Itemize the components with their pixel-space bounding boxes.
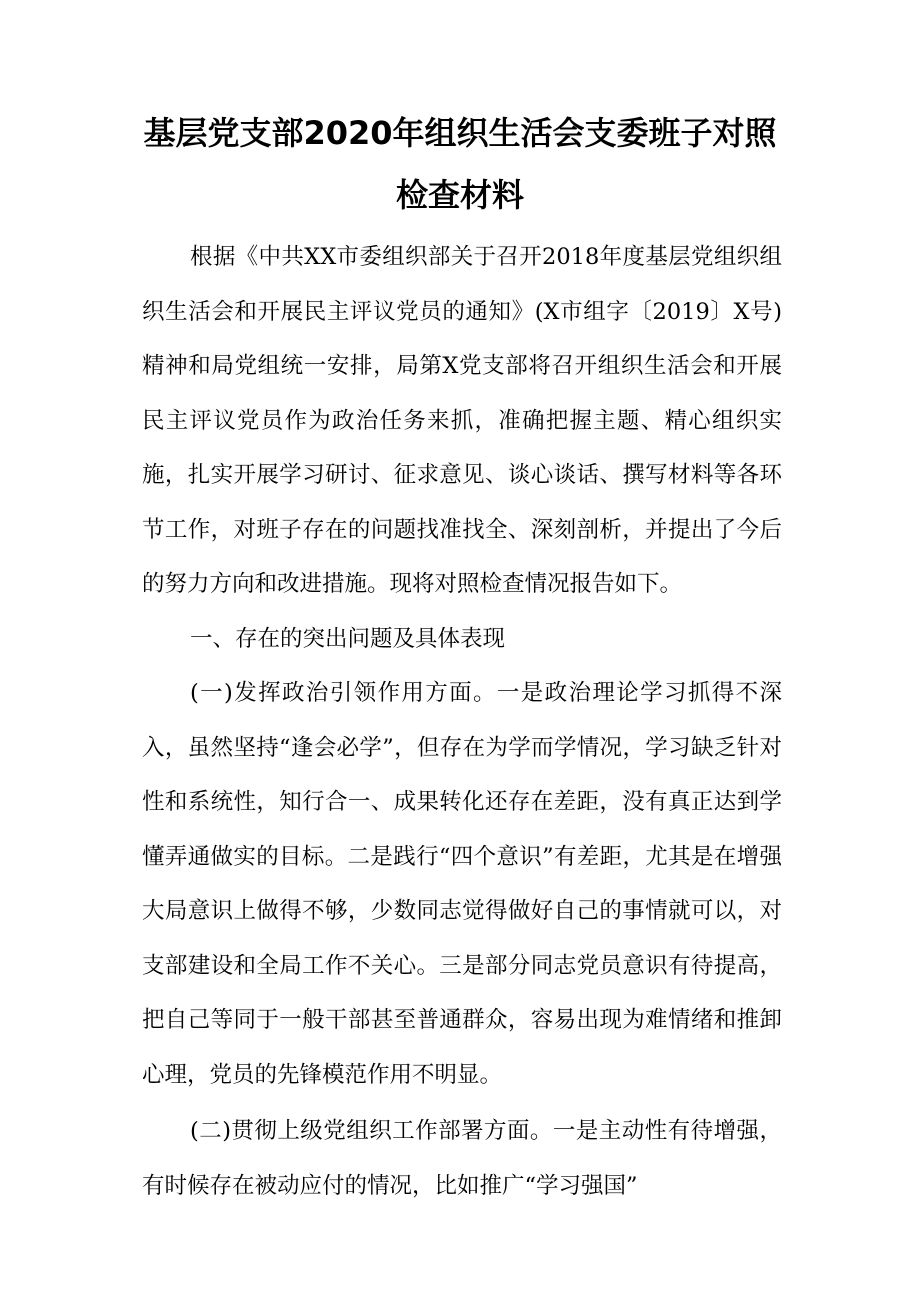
section-heading-block bbox=[142, 612, 782, 667]
intro-paragraph-block bbox=[142, 230, 782, 612]
political-leadership-paragraph: (一)发挥政治引领作用方面。一是政治理论学习抓得不深入，虽然坚持“逢会必学”，但存在为学而学情况，学习缺乏针对性和系统性，知行合一、成果转化还存在差距，没有真正达到学懂弄通做实的目标。二是践行“四个意识”有差距，尤其是在增强大局意识上做得不够，少数同志觉得做好自己的事情就可以，对支部建设和全局工作不关心。三是部分同志党员意识有待提高，把自己等同于一般干部甚至普通群众，容易出现为难情绪和推卸心理，党员的先锋模范作用不明显。 bbox=[142, 680, 782, 1088]
section-1-heading: 一、存在的突出问题及具体表现 bbox=[190, 626, 506, 652]
document-title-line-2: 检查材料 bbox=[395, 176, 524, 214]
implementation-paragraph: (二)贯彻上级党组织工作部署方面。一是主动性有待增强，有时候存在被动应付的情况，比如推广“学习强国” bbox=[142, 1118, 782, 1199]
intro-paragraph: 根据《中共XX市委组织部关于召开2018年度基层党组织组织生活会和开展民主评议党员的通知》(X市组字〔2019〕X号)精神和局党组统一安排，局第X党支部将召开组织生活会和开展民主评议党员作为政治任务来抓，准确把握主题、精心组织实施，扎实开展学习研讨、征求意见、谈心谈话、撰写材料等各环节工作，对班子存在的问题找准找全、深刻剖析，并提出了今后的努力方向和改进措施。现将对照检查情况报告如下。 bbox=[142, 244, 782, 597]
implementation-paragraph-block bbox=[142, 1104, 782, 1213]
document-title-line-1: 基层党支部2020年组织生活会支委班子对照 bbox=[143, 114, 777, 152]
political-leadership-paragraph-block bbox=[142, 666, 782, 1102]
